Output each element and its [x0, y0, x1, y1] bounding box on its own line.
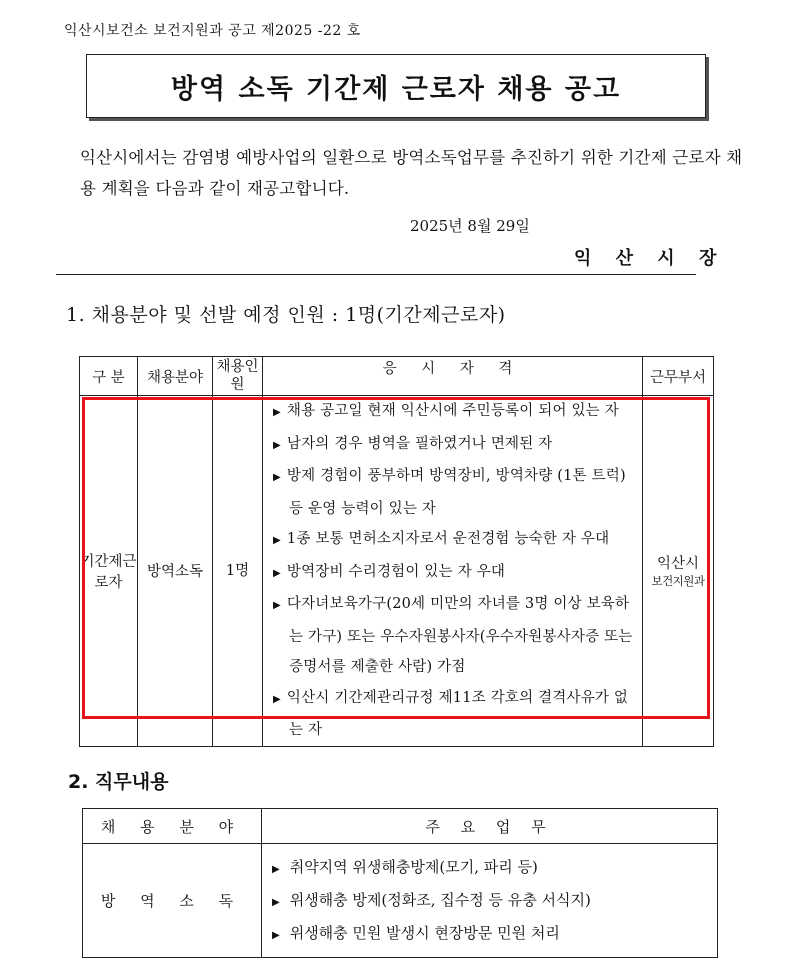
triangle-bullet-icon: ▶: [272, 930, 280, 941]
triangle-bullet-icon: ▶: [273, 535, 281, 546]
triangle-bullet-icon: ▶: [273, 567, 281, 579]
header-department: 근무부서: [643, 357, 714, 396]
recruitment-table: [79, 356, 714, 747]
cell-field: 방역소독: [138, 396, 213, 747]
duties-table-header: [83, 809, 718, 844]
header-field: 채 용 분 야: [83, 809, 262, 844]
cell-qualifications: [263, 396, 643, 747]
title-box: [86, 54, 706, 118]
triangle-bullet-icon: ▶: [272, 897, 280, 908]
triangle-bullet-icon: ▶: [273, 472, 281, 483]
cell-count: 1명: [213, 396, 263, 747]
cell-duties: [262, 844, 718, 958]
list-item: ▶ 다자녀보육가구(20세 미만의 자녀를 3명 이상 보육하는 가구) 또는 우수자원봉사자(우수자원봉사자증 또는 증명서를 제출한 사람) 가점: [263, 589, 642, 683]
divider-line: [56, 274, 696, 275]
section1-heading: 1. 채용분야 및 선발 예정 인원 : 1명(기간제근로자): [66, 304, 506, 326]
intro-paragraph: 익산시에서는 감염병 예방사업의 일환으로 방역소독업무를 추진하기 위한 기간제 근로자 채용 계획을 다음과 같이 재공고합니다.: [80, 148, 743, 198]
recruitment-table-header: [80, 357, 714, 396]
header-count: 채용인원: [213, 357, 263, 396]
list-item: ▶ 위생해충 민원 발생시 현장방문 민원 처리: [272, 918, 717, 951]
page-title: 방역 소독 기간제 근로자 채용 공고: [170, 73, 622, 105]
table-row: [83, 844, 718, 958]
list-item: ▶ 방제 경험이 풍부하며 방역장비, 방역차량 (1톤 트럭) 등 운영 능력이 있는 자: [263, 461, 642, 524]
cell-department: [643, 396, 714, 747]
list-item: ▶ 익산시 기간제관리규정 제11조 각호의 결격사유가 없는 자: [263, 683, 642, 746]
list-item: ▶ 방역장비 수리경험이 있는 자 우대: [263, 557, 642, 590]
triangle-bullet-icon: ▶: [273, 693, 281, 705]
section2-heading: 2. 직무내용: [68, 771, 169, 793]
triangle-bullet-icon: ▶: [273, 407, 281, 418]
department-city: 익산시: [656, 556, 700, 573]
header-field: 채용분야: [138, 357, 213, 396]
header-division: 구 분: [80, 357, 138, 396]
table-row: [80, 396, 714, 747]
cell-division: 기간제근로자: [80, 396, 138, 747]
department-office: 보건지원과: [651, 574, 705, 589]
list-item: ▶ 남자의 경우 병역을 필하였거나 면제된 자: [263, 429, 642, 462]
list-item: ▶ 채용 공고일 현재 익산시에 주민등록이 되어 있는 자: [263, 396, 642, 429]
cell-field: 방 역 소 독: [83, 844, 262, 958]
notice-date: 2025년 8월 29일: [410, 217, 530, 235]
notice-number: 익산시보건소 보건지원과 공고 제2025 -22 호: [64, 23, 361, 39]
header-qualification: 응 시 자 격: [263, 357, 643, 396]
triangle-bullet-icon: ▶: [273, 600, 281, 611]
triangle-bullet-icon: ▶: [272, 864, 280, 875]
list-item: ▶ 1종 보통 면허소지자로서 운전경험 능숙한 자 우대: [263, 524, 642, 557]
issuer-signature: 익 산 시 장: [574, 248, 726, 269]
header-duties: 주 요 업 무: [262, 809, 718, 844]
qualification-list: [263, 396, 642, 746]
list-item: ▶ 취약지역 위생해충방제(모기, 파리 등): [272, 852, 717, 885]
triangle-bullet-icon: ▶: [273, 439, 281, 451]
list-item: ▶ 위생해충 방제(정화조, 집수정 등 유충 서식지): [272, 885, 717, 918]
duty-list: [272, 852, 717, 951]
duties-table: [82, 808, 718, 958]
